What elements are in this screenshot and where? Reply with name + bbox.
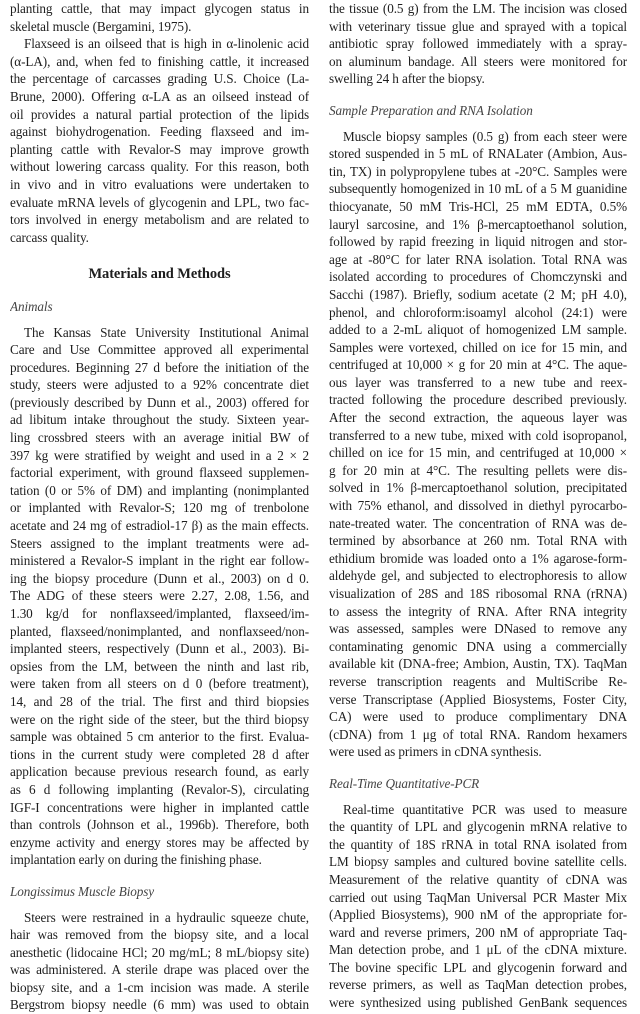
text-line: to assess the integrity of RNA. After RNA integrity	[329, 603, 627, 619]
text-line: hair was removed from the biopsy site, and a local	[10, 927, 309, 943]
text-line: carried out using TaqMan Universal PCR Master Mix	[329, 889, 627, 905]
subsection-heading: Real-Time Quantitative-PCR	[329, 775, 480, 791]
text-line: ing the biopsy procedure (Dunn et al., 2003) on d 0.	[10, 570, 309, 586]
subsection-heading: Animals	[10, 298, 53, 314]
subsection-heading: Longissimus Muscle Biopsy	[10, 883, 155, 899]
text-line: After the second extraction, the aqueous layer was	[329, 410, 627, 426]
text-line: (Applied Biosystems), 900 nM of the appropriate for-	[329, 907, 627, 923]
spacer	[329, 120, 627, 128]
text-line: the tissue (0.5 g) from the LM. The incision was closed	[329, 1, 627, 16]
text-line: biopsy site, and a 1-cm incision was made. A sterile	[10, 979, 309, 995]
text-line: evaluate mRNA levels of glycogenin and LPL, two fac-	[10, 194, 309, 210]
text-line: visualization of 28S and 18S ribosomal RNA (rRNA)	[329, 586, 627, 601]
text-line: than controls (Johnson et al., 1996b). Therefore, both	[10, 817, 309, 833]
text-line: stored suspended in 5 mL of RNALater (Ambion, Aus-	[329, 146, 627, 162]
text-line: ad libitum intake throughout the study. Sixteen year-	[10, 412, 309, 428]
text-line: reverse primers, as well as TaqMan detection probes,	[329, 977, 627, 993]
text-line: ministered a Revalor-S implant in the right ear follow-	[10, 553, 309, 569]
text-line: sample was obtained 5 cm anterior to the first. Evalua-	[10, 729, 309, 745]
text-line: added to a 2-mL aliquot of homogenized LM sample.	[329, 322, 627, 338]
text-line: planted, flaxseed/nonimplanted, and nonflaxseed/non-	[10, 623, 309, 639]
right-text-column	[329, 0, 627, 1012]
text-line: 397 kg were stratified by weight and used in a 2 × 2	[10, 447, 309, 463]
text-line: swelling 24 h after the biopsy.	[329, 71, 485, 87]
text-line: against biohydrogenation. Feeding flaxseed and im-	[10, 124, 309, 140]
text-line: nate-treated water. The concentration of RNA was de-	[329, 515, 627, 531]
text-line: acetate and 24 mg of estradiol-17 β) as the main effects.	[10, 518, 309, 534]
text-line: aldehyde gel, and subjected to electrophoresis to allow	[329, 568, 627, 584]
text-line: with 75% ethanol, and dissolved in diethyl pyrocarbo-	[329, 498, 627, 514]
text-line: application because previous research found, as early	[10, 764, 309, 780]
subsection-heading: Sample Preparation and RNA Isolation	[329, 102, 533, 118]
text-line: isolated according to procedures of Chomczynski and	[329, 269, 627, 285]
text-line: LM biopsy samples and cultured bovine satellite cells.	[329, 854, 627, 870]
text-line: contaminating genomic DNA using a commercially	[329, 638, 627, 654]
text-line: Bergstrom biopsy needle (6 mm) was used to obtain	[10, 997, 309, 1013]
text-line: reverse transcription reagents and MultiScribe Re-	[329, 673, 627, 689]
text-line: were taken from all steers on d 0 (before treatment),	[10, 676, 309, 692]
text-line: planting cattle with Revalor-S may improve growth	[10, 141, 309, 157]
text-line: Flaxseed is an oilseed that is high in α-linolenic acid	[24, 36, 309, 52]
text-line: Sacchi (1987). Briefly, sodium acetate (2 M; pH 4.0),	[329, 286, 627, 302]
section-heading: Materials and Methods	[88, 266, 231, 283]
text-line: transferred to a new tube, mixed with cold isopropanol,	[329, 427, 627, 443]
text-line: or implanted with Revalor-S; 120 mg of trenbolone	[10, 500, 309, 516]
text-line: phenol, and chloroform:isoamyl alcohol (24:1) were	[329, 304, 627, 320]
text-line: were on the right side of the steer, but the third biopsy	[10, 711, 309, 727]
spacer	[329, 793, 627, 801]
text-line: enzyme activity and energy stores may be affected by	[10, 834, 309, 850]
text-line: carcass quality.	[10, 229, 89, 245]
text-line: the quantity of 18S rRNA in total RNA isolated from	[329, 836, 627, 852]
text-line: g for 20 min at 4°C. The resulting pellets were dis-	[329, 462, 627, 478]
text-line: tin, TX) in polypropylene tubes at -20°C. Samples were	[329, 163, 627, 179]
text-line: 1.30 kg/d for nonflaxseed/implanted, flaxseed/im-	[10, 606, 309, 621]
text-line: (previously described by Dunn et al., 2003) offered for	[10, 394, 309, 410]
text-line: skeletal muscle (Bergamini, 1975).	[10, 18, 192, 34]
text-line: were synthesized using published GenBank sequences	[329, 995, 627, 1011]
text-line: procedures. Beginning 27 d before the initiation of the	[10, 359, 309, 375]
text-line: verse Transcriptase (Applied Biosystems, Foster City,	[329, 691, 627, 707]
spacer	[329, 88, 627, 102]
text-line: thiocyanate, 50 mM Tris-HCl, 25 mM EDTA, 0.5%	[329, 198, 627, 214]
spacer	[10, 246, 309, 266]
text-line: age at -80°C for later RNA isolation. Total RNA was	[329, 251, 627, 267]
text-line: available kit (DNA-free; Ambion, Austin, TX). TaqMan	[329, 656, 627, 672]
text-line: Brune, 2000). Offering α-LA as an oilseed instead of	[10, 88, 309, 104]
text-line: planting cattle, that may impact glycogen status in	[10, 1, 309, 16]
text-line: centrifuged at 10,000 × g for 20 min at 4°C. The aque-	[329, 357, 627, 373]
text-line: tions in the current study were completed 28 d after	[10, 746, 309, 762]
text-line: anesthetic (lidocaine HCl; 20 mg/mL; 8 mL/biopsy site)	[10, 944, 309, 960]
left-text-column	[10, 0, 309, 1014]
spacer	[329, 761, 627, 775]
text-line: termined by absorbance at 260 nm. Total RNA with	[329, 533, 627, 549]
text-line: The ADG of these steers were 2.27, 2.08, 1.56, and	[10, 588, 309, 604]
text-line: with veterinary tissue glue and sprayed with a topical	[329, 18, 627, 34]
text-line: solved in 1% β-mercaptoethanol solution, precipitated	[329, 480, 627, 496]
text-line: CA) were used to produce complimentary DNA	[329, 709, 627, 725]
text-line: chilled on ice for 15 min, and centrifuged at 10,000 ×	[329, 445, 627, 461]
text-line: antibiotic spray followed immediately with a spray-	[329, 36, 627, 52]
text-line: tracted following the procedure described previously.	[329, 392, 627, 408]
text-line: (cDNA) from 1 μg of total RNA. Random hexamers	[329, 726, 627, 742]
text-line: as 6 d following implanting (Revalor-S), circulating	[10, 781, 309, 797]
text-line: implanted steers, respectively (Dunn et al., 2003). Bi-	[10, 641, 309, 657]
text-line: Steers assigned to the implant treatments were ad-	[10, 535, 309, 551]
text-line: on aluminum bandage. All steers were monitored for	[329, 53, 627, 69]
text-line: 14, and 28 of the trial. The first and third biopsies	[10, 693, 309, 709]
text-line: (α-LA), and, when fed to finishing cattle, it increased	[10, 53, 309, 69]
text-line: Man detection probe, and 1 μL of the cDNA mixture.	[329, 942, 627, 958]
text-line: were used as primers in cDNA synthesis.	[329, 744, 542, 760]
spacer	[10, 869, 309, 883]
text-line: Steers were restrained in a hydraulic squeeze chute,	[24, 909, 309, 925]
text-line: Samples were vortexed, chilled on ice for 15 min, and	[329, 339, 627, 355]
text-line: the percentage of carcasses grading U.S. Choice (La-	[10, 71, 309, 87]
text-line: study, steers were adjusted to a 92% concentrate diet	[10, 377, 309, 393]
text-line: opsies from the LM, between the ninth and last rib,	[10, 658, 309, 674]
text-line: without lowering carcass quality. For this reason, both	[10, 159, 309, 175]
text-line: ethidium bromide was loaded onto a 1% agarose-form-	[329, 550, 627, 566]
text-line: was administered. A sterile drape was placed over the	[10, 962, 309, 978]
text-line: Care and Use Committee approved all experimental	[10, 342, 309, 358]
text-line: The Kansas State University Institutional Animal	[24, 324, 309, 340]
spacer	[10, 901, 309, 909]
text-line: tation (0 or 5% of DM) and implanting (nonimplanted	[10, 482, 309, 498]
text-line: was assessed, samples were DNased to remove any	[329, 621, 627, 637]
text-line: Real-time quantitative PCR was used to measure	[343, 801, 627, 817]
text-line: subsequently homogenized in 10 mL of a 5 M guanidine	[329, 181, 627, 197]
text-line: Muscle biopsy samples (0.5 g) from each steer were	[343, 128, 627, 144]
text-line: the quantity of LPL and glycogenin mRNA relative to	[329, 819, 627, 835]
text-line: followed by rapid freezing in liquid nitrogen and stor-	[329, 234, 627, 250]
text-line: The bovine specific LPL and glycogenin forward and	[329, 959, 627, 975]
text-line: tors involved in energy metabolism and are related to	[10, 212, 309, 228]
text-line: oil provides a natural partial protection of the lipids	[10, 106, 309, 122]
text-line: ous layer was transferred to a new tube and reex-	[329, 374, 627, 390]
text-line: lauryl sarcosine, and 1% β-mercaptoethanol solution,	[329, 216, 627, 232]
text-line: factorial experiment, with ground flaxseed supplemen-	[10, 465, 309, 481]
spacer	[10, 316, 309, 324]
text-line: Measurement of the relative quantity of cDNA was	[329, 871, 627, 887]
text-line: ward and reverse primers, 200 nM of appropriate Taq-	[329, 924, 627, 940]
text-line: in vivo and in vitro evaluations were undertaken to	[10, 176, 309, 192]
text-line: implantation early on during the finishing phase.	[10, 852, 262, 868]
text-line: IGF-I concentrations were higher in implanted cattle	[10, 799, 309, 815]
text-line: ling crossbred steers with an average initial BW of	[10, 430, 309, 446]
spacer	[10, 284, 309, 298]
